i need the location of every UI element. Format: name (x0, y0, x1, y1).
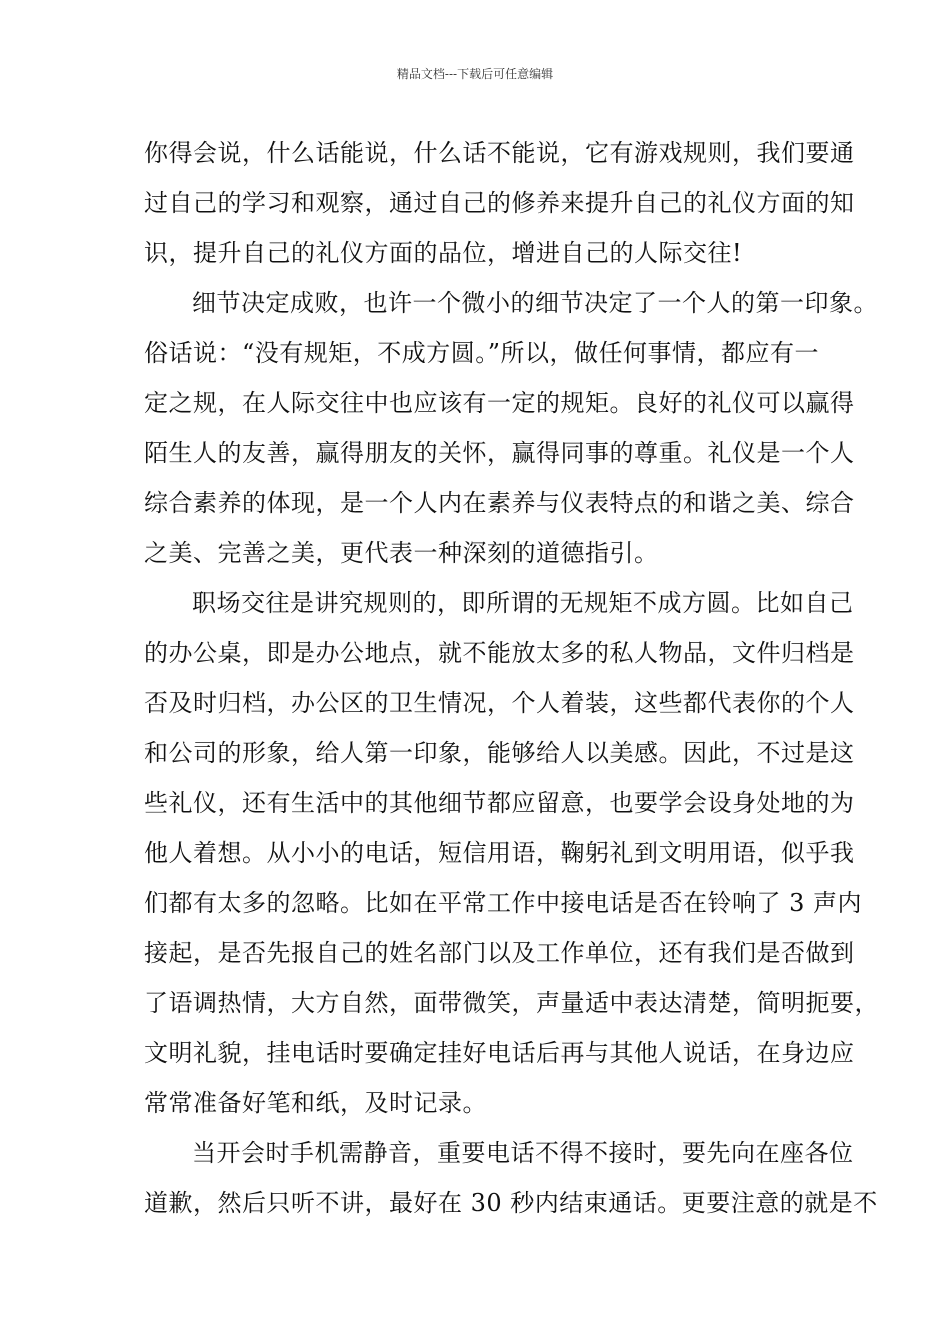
text-line: 们都有太多的忽略。比如在平常工作中接电话是否在铃响了 3 声内 (144, 889, 863, 917)
text-line: 之美、完善之美，更代表一种深刻的道德指引。 (144, 539, 659, 567)
text-line: 细节决定成败，也许一个微小的细节决定了一个人的第一印象。 (192, 289, 878, 317)
text-line: 否及时归档，办公区的卫生情况，个人着装，这些都代表你的个人 (144, 689, 855, 717)
text-line: 陌生人的友善，赢得朋友的关怀，赢得同事的尊重。礼仪是一个人 (144, 439, 855, 467)
text-line: 综合素养的体现，是一个人内在素养与仪表特点的和谐之美、综合 (144, 489, 855, 517)
text-line: 常常准备好笔和纸，及时记录。 (144, 1089, 487, 1117)
page-header: 精品文档---下载后可任意编辑 (396, 67, 554, 81)
text-line: 道歉，然后只听不讲，最好在 30 秒内结束通话。更要注意的就是不 (144, 1189, 878, 1217)
text-line: 了语调热情，大方自然，面带微笑，声量适中表达清楚，简明扼要， (144, 989, 879, 1017)
text-line: 你得会说，什么话能说，什么话不能说，它有游戏规则，我们要通 (144, 139, 855, 167)
text-line: 和公司的形象，给人第一印象，能够给人以美感。因此，不过是这 (144, 739, 855, 767)
text-line: 职场交往是讲究规则的，即所谓的无规矩不成方圆。比如自己 (192, 589, 854, 617)
text-line: 俗话说：“没有规矩，不成方圆。”所以，做任何事情，都应有一 (144, 339, 820, 367)
text-line: 他人着想。从小小的电话，短信用语，鞠躬礼到文明用语，似乎我 (144, 839, 855, 867)
text-line: 文明礼貌，挂电话时要确定挂好电话后再与其他人说话，在身边应 (144, 1039, 855, 1067)
text-line: 识，提升自己的礼仪方面的品位，增进自己的人际交往! (144, 239, 743, 267)
text-line: 接起，是否先报自己的姓名部门以及工作单位，还有我们是否做到 (144, 939, 855, 967)
text-line: 过自己的学习和观察，通过自己的修养来提升自己的礼仪方面的知 (144, 189, 855, 217)
text-line: 当开会时手机需静音，重要电话不得不接时，要先向在座各位 (192, 1139, 854, 1167)
text-line: 定之规，在人际交往中也应该有一定的规矩。良好的礼仪可以赢得 (144, 389, 855, 417)
text-line: 的办公桌，即是办公地点，就不能放太多的私人物品，文件归档是 (144, 639, 855, 667)
text-line: 些礼仪，还有生活中的其他细节都应留意，也要学会设身处地的为 (144, 789, 855, 817)
